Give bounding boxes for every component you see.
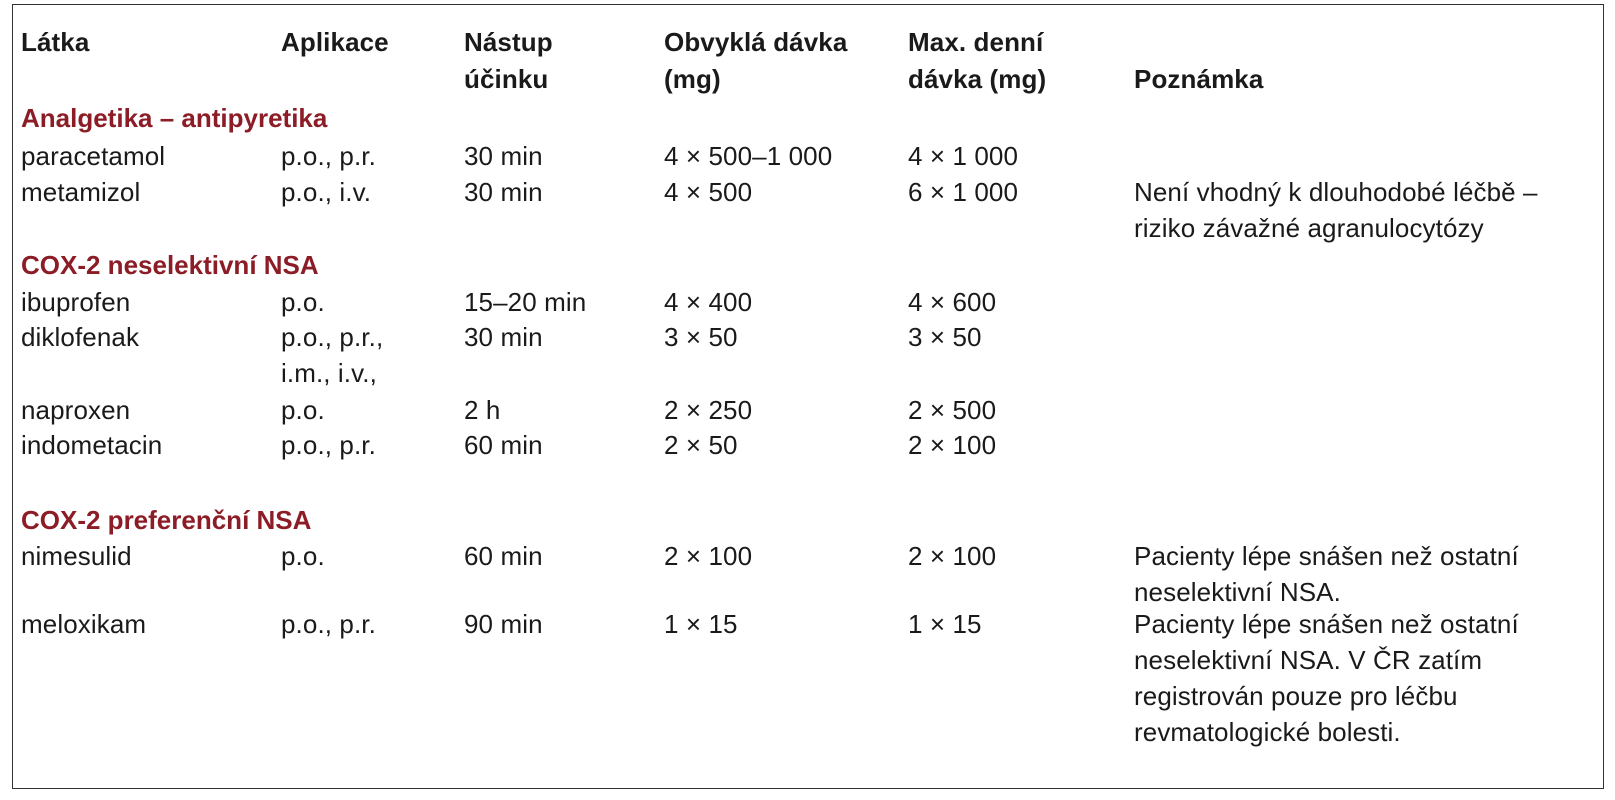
- drug-table: [12, 4, 1604, 789]
- header-aplikace: Aplikace: [281, 27, 389, 57]
- header-poznamka: Poznámka: [1134, 64, 1264, 94]
- row-paracetamol-max: 4 × 1 000: [908, 141, 1019, 171]
- row-indometacin-nastup: 60 min: [464, 430, 543, 460]
- row-metamizol-latka: metamizol: [21, 177, 141, 207]
- row-indometacin-aplikace: p.o., p.r.: [281, 430, 376, 460]
- row-indometacin-max: 2 × 100: [908, 430, 997, 460]
- row-ibuprofen-aplikace: p.o.: [281, 287, 325, 317]
- row-ibuprofen-latka: ibuprofen: [21, 287, 131, 317]
- row-nimesulid-nastup: 60 min: [464, 541, 543, 571]
- row-meloxikam-nastup: 90 min: [464, 609, 543, 639]
- row-meloxikam-latka: meloxikam: [21, 609, 147, 639]
- row-naproxen-latka: naproxen: [21, 395, 131, 425]
- section-cox2-neselektivni-nsa: COX-2 neselektivní NSA: [21, 250, 319, 280]
- row-ibuprofen-obvykla: 4 × 400: [664, 287, 753, 317]
- header-obvykla-davka: Obvyklá dávka (mg): [664, 27, 848, 94]
- row-diklofenak-max: 3 × 50: [908, 322, 982, 352]
- row-metamizol-poznamka: Není vhodný k dlouhodobé léčbě – riziko závažné agranulocytózy: [1134, 177, 1538, 243]
- row-paracetamol-aplikace: p.o., p.r.: [281, 141, 376, 171]
- header-nastup-ucinku: Nástup účinku: [464, 27, 553, 94]
- row-paracetamol-obvykla: 4 × 500–1 000: [664, 141, 833, 171]
- row-naproxen-max: 2 × 500: [908, 395, 997, 425]
- header-latka: Látka: [21, 27, 90, 57]
- row-naproxen-nastup: 2 h: [464, 395, 501, 425]
- row-meloxikam-aplikace: p.o., p.r.: [281, 609, 376, 639]
- row-indometacin-obvykla: 2 × 50: [664, 430, 738, 460]
- header-max-denni-davka: Max. denní dávka (mg): [908, 27, 1047, 94]
- row-indometacin-latka: indometacin: [21, 430, 163, 460]
- row-meloxikam-poznamka: Pacienty lépe snášen než ostatní neselektivní NSA. V ČR zatím registrován pouze pro léčbu revmatologické bolesti.: [1134, 609, 1519, 747]
- section-cox2-preferencni-nsa: COX-2 preferenční NSA: [21, 505, 312, 535]
- row-nimesulid-latka: nimesulid: [21, 541, 132, 571]
- row-meloxikam-max: 1 × 15: [908, 609, 982, 639]
- section-analgetika-antipyretika: Analgetika – antipyretika: [21, 103, 328, 133]
- row-naproxen-obvykla: 2 × 250: [664, 395, 753, 425]
- row-diklofenak-nastup: 30 min: [464, 322, 543, 352]
- row-diklofenak-aplikace: p.o., p.r., i.m., i.v.,: [281, 322, 384, 388]
- row-nimesulid-max: 2 × 100: [908, 541, 997, 571]
- row-diklofenak-obvykla: 3 × 50: [664, 322, 738, 352]
- row-metamizol-aplikace: p.o., i.v.: [281, 177, 372, 207]
- row-metamizol-nastup: 30 min: [464, 177, 543, 207]
- row-metamizol-obvykla: 4 × 500: [664, 177, 753, 207]
- row-ibuprofen-nastup: 15–20 min: [464, 287, 587, 317]
- row-naproxen-aplikace: p.o.: [281, 395, 325, 425]
- row-paracetamol-nastup: 30 min: [464, 141, 543, 171]
- row-diklofenak-latka: diklofenak: [21, 322, 140, 352]
- row-nimesulid-aplikace: p.o.: [281, 541, 325, 571]
- row-metamizol-max: 6 × 1 000: [908, 177, 1019, 207]
- row-meloxikam-obvykla: 1 × 15: [664, 609, 738, 639]
- row-nimesulid-obvykla: 2 × 100: [664, 541, 753, 571]
- row-ibuprofen-max: 4 × 600: [908, 287, 997, 317]
- row-paracetamol-latka: paracetamol: [21, 141, 166, 171]
- row-nimesulid-poznamka: Pacienty lépe snášen než ostatní neselektivní NSA.: [1134, 541, 1519, 607]
